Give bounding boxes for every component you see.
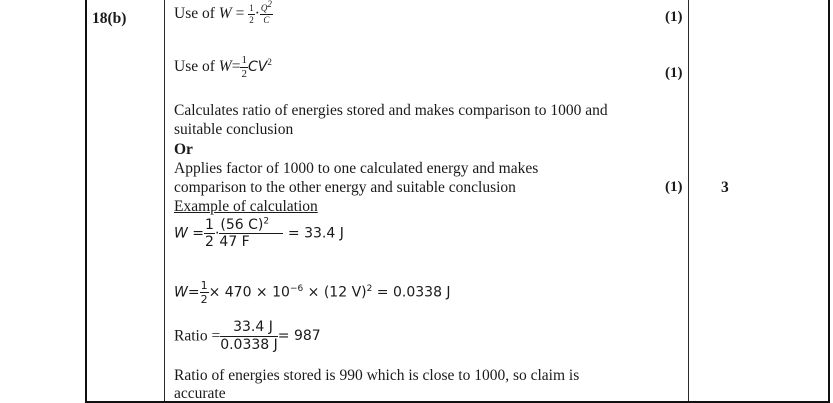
criterion-line-4: comparison to the other energy and suitable conclusion [174,179,516,196]
example-heading: Example of calculation [174,198,318,215]
criterion-line-1: Calculates ratio of energies stored and makes comparison to 1000 and [174,102,608,119]
table-border-left [85,0,87,403]
conclusion-line-1: Ratio of energies stored is 990 which is close to 1000, so claim is [174,367,580,384]
conclusion-line-2: accurate [174,385,226,402]
calc-energy-2: W= $\frac{1}{2}$ × $470 \times 10^{-6} \times (12$ V)$^2$ = 0.0338 J [174,279,451,306]
step-use-of-w-q2-over-c: Use of W = $\frac{1}{2}$ · $\frac{Q^2}{C}$ [174,0,272,25]
mark-step-1: (1) [665,9,683,25]
mark-step-2: (1) [665,65,683,81]
calc-ratio: Ratio = $\frac{33.4 J}{0.0338 J}$ = 987 [174,319,321,353]
mark-step-3: (1) [665,179,683,195]
column-divider-question [164,0,165,403]
step-use-of-w-half-cv2: Use of W= $\frac{1}{2}$ $CV^2$ [174,54,272,80]
calc-energy-1: W = $\frac{1}{2}$ · $\frac{(56 C)^2}{47 F}$ = 33.4 J [174,216,344,250]
total-marks: 3 [721,179,729,196]
or-separator: Or [174,141,193,158]
table-border-right [828,0,830,403]
column-divider-marks [688,0,689,403]
criterion-line-3: Applies factor of 1000 to one calculated energy and makes [174,160,539,177]
criterion-line-2: suitable conclusion [174,121,294,138]
question-number: 18(b) [92,10,127,27]
